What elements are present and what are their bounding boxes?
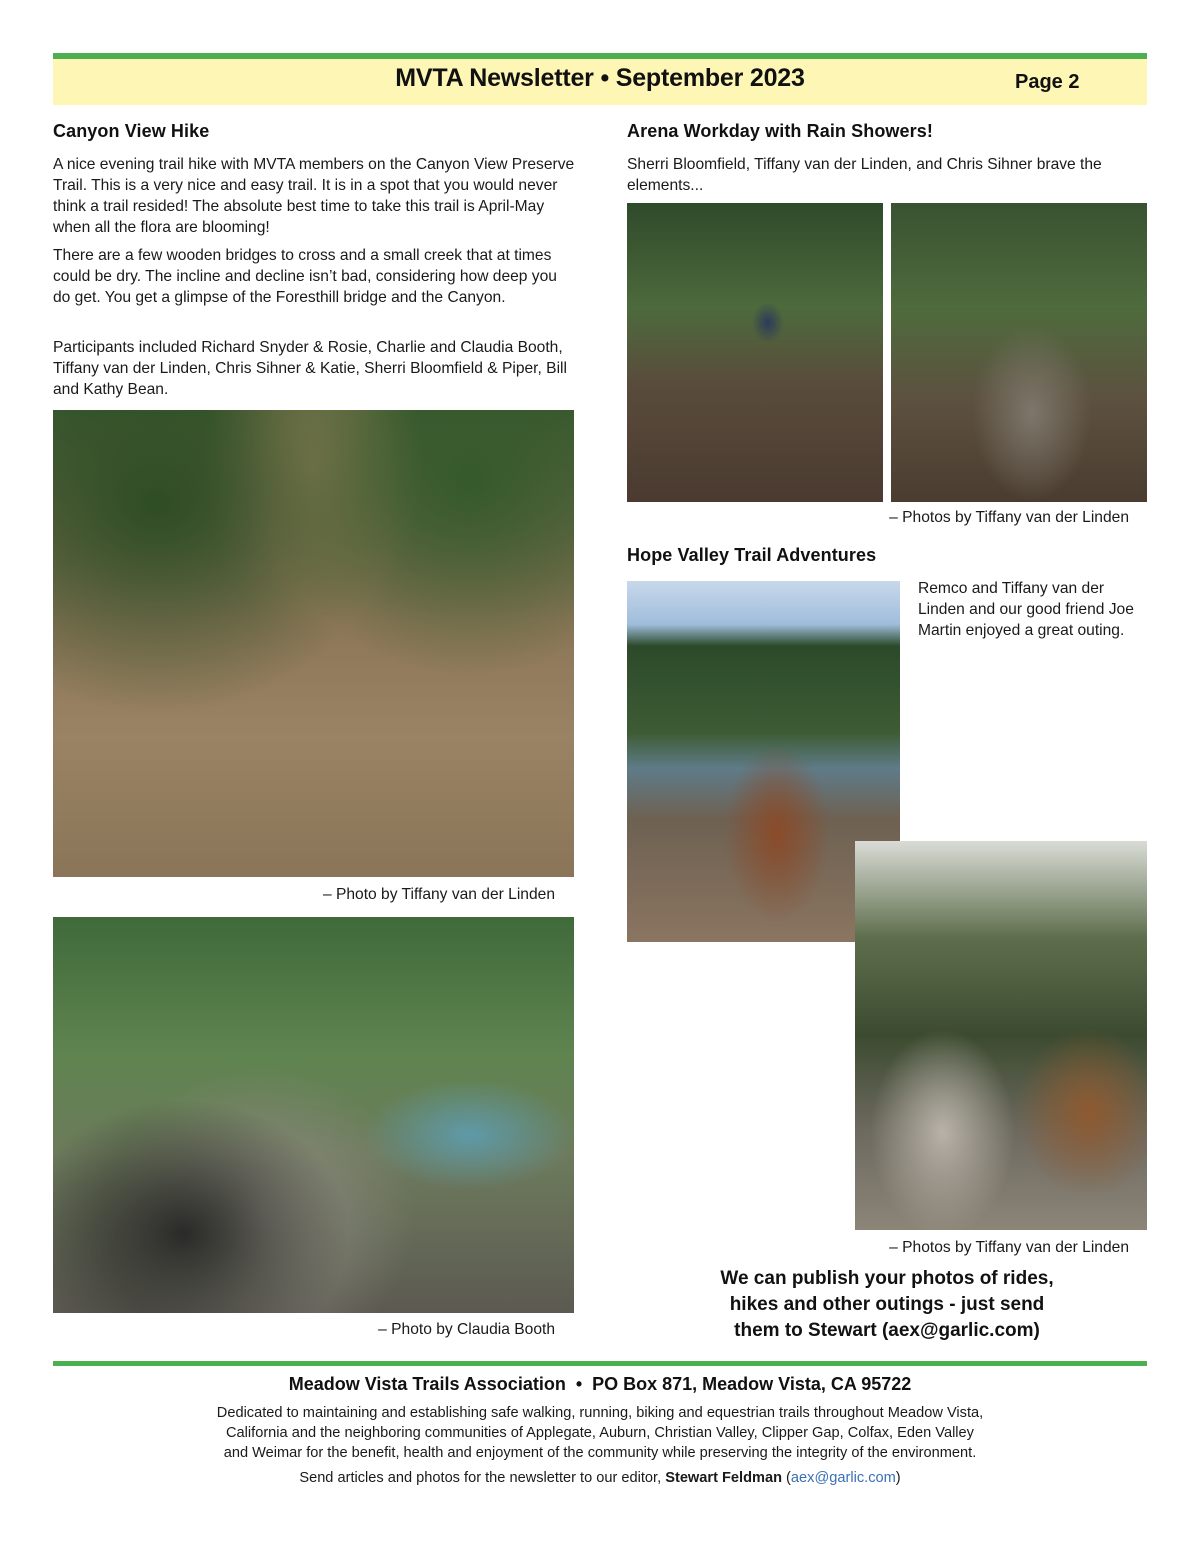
- creek-crossing-photo: [53, 917, 574, 1313]
- hope-valley-text: Remco and Tiffany van der Linden and our good friend Joe Martin enjoyed a great outing.: [918, 580, 1134, 639]
- canyon-view-paragraph-2: There are a few wooden bridges to cross and a small creek that at times could be dry. The incline and decline isn’t bad, considering how deep you do get. You get a glimpse of the Foresthill bridge and the Canyon.: [53, 247, 557, 306]
- mission-line-3: and Weimar for the benefit, health and enjoyment of the community while preserving the integrity of the environment.: [223, 1445, 977, 1461]
- open-paren: (: [782, 1470, 791, 1486]
- hope-valley-caption: – Photos by Tiffany van der Linden: [889, 1239, 1129, 1256]
- editor-name: Stewart Feldman: [665, 1470, 782, 1486]
- footer-rule: [53, 1361, 1147, 1366]
- hope-valley-heading: Hope Valley Trail Adventures: [627, 545, 877, 565]
- photo-alt-text: [53, 1295, 574, 1307]
- canyon-view-heading: Canyon View Hike: [53, 121, 210, 141]
- arena-workday-caption: – Photos by Tiffany van der Linden: [889, 509, 1129, 526]
- photo-alt-text: [891, 484, 1147, 496]
- callout-line-1: We can publish your photos of rides,: [720, 1268, 1054, 1289]
- arena-workday-text: Sherri Bloomfield, Tiffany van der Linden, and Chris Sihner brave the elements...: [627, 156, 1102, 194]
- arena-trail-person-photo: [627, 203, 883, 502]
- photo-alt-text: [627, 484, 883, 496]
- footer-org-address: Meadow Vista Trails Association • PO Box 871, Meadow Vista, CA 95722: [288, 1374, 912, 1394]
- callout-line-3: them to Stewart (aex@garlic.com): [734, 1320, 1040, 1341]
- footer-editor-contact: [53, 1470, 1147, 1486]
- creek-crossing-photo-caption: – Photo by Claudia Booth: [378, 1321, 555, 1338]
- canyon-view-paragraph-3: Participants included Richard Snyder & Rosie, Charlie and Claudia Booth, Tiffany van der Linden, Chris Sihner & Katie, Sherri Bloomfield & Piper, Bill and Kathy Bean.: [53, 339, 567, 398]
- mission-line-1: Dedicated to maintaining and establishing safe walking, running, biking and equestrian trails throughout Meadow Vista,: [216, 1405, 984, 1421]
- newsletter-title: MVTA Newsletter • September 2023: [395, 64, 805, 92]
- group-hike-photo-caption: – Photo by Tiffany van der Linden: [322, 886, 555, 903]
- callout-line-2: hikes and other outings - just send: [729, 1294, 1045, 1315]
- send-prefix: Send articles and photos for the newsletter to our editor,: [299, 1470, 666, 1486]
- hope-valley-forest-ride-photo: [855, 841, 1147, 1230]
- arena-workday-heading: Arena Workday with Rain Showers!: [627, 121, 933, 141]
- photo-alt-text: [855, 1212, 1147, 1224]
- mission-line-2: California and the neighboring communities of Applegate, Auburn, Christian Valley, Clipper Gap, Colfax, Eden Valley: [226, 1425, 974, 1441]
- arena-trail-path-photo: [891, 203, 1147, 502]
- photo-submission-callout: [627, 1266, 1147, 1344]
- close-paren: ): [895, 1470, 901, 1486]
- canyon-view-paragraph-1: A nice evening trail hike with MVTA members on the Canyon View Preserve Trail. This is a very nice and easy trail. It is in a spot that you would never think a trail resided! The absolute best time to take this trail is April-May when all the flora are blooming!: [53, 156, 575, 236]
- footer-mission-statement: [80, 1403, 1120, 1463]
- page-number: Page 2: [1015, 71, 1080, 93]
- photo-alt-text: [53, 859, 574, 871]
- editor-email-link[interactable]: aex@garlic.com: [790, 1470, 896, 1486]
- group-hike-photo: [53, 410, 574, 877]
